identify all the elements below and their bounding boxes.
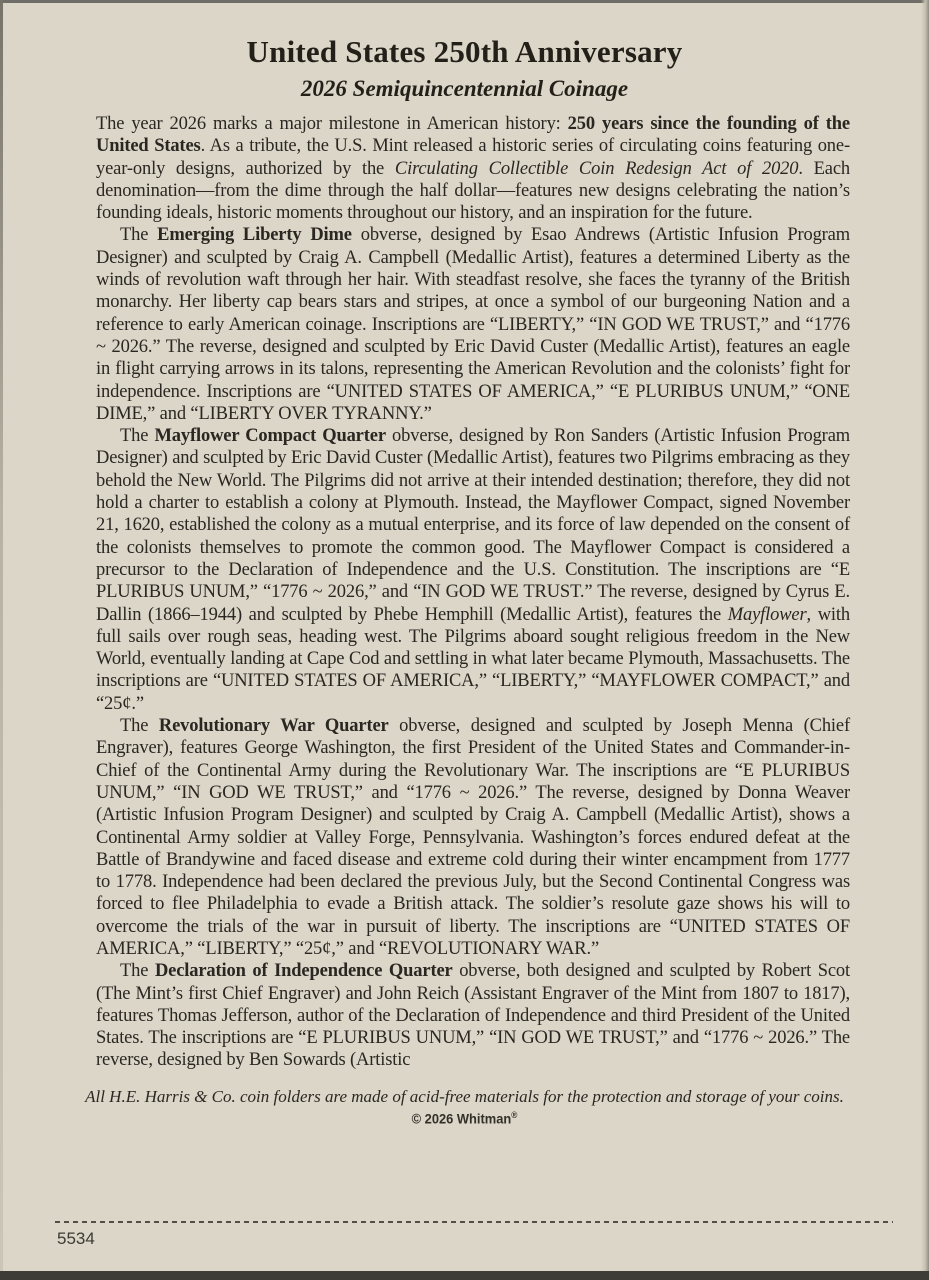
- paragraph-mayflower-compact-quarter: The Mayflower Compact Quarter obverse, designed by Ron Sanders (Artistic Infusion Program Designer) and sculpted by Eric David Custer (Medallic Artist), features two Pilgrims embracing as they behold the New World. The Pilgrims did not arrive at their intended destination; therefore, they did not hold a charter to establish a colony at Plymouth. Instead, the Mayflower Compact, signed November 21, 1620, established the colony as a mutual enterprise, and its force of law depended on the consent of the colonists themselves to promote the common good. The Mayflower Compact is considered a precursor to the Declaration of Independence and the U.S. Constitution. The inscriptions are “E PLURIBUS UNUM,” “1776 ~ 2026,” and “IN GOD WE TRUST.” The reverse, designed by Cyrus E. Dallin (1866–1944) and sculpted by Phebe Hemphill (Medallic Artist), features the Mayflower, with full sails over rough seas, heading west. The Pilgrims aboard sought religious freedom in the New World, eventually landing at Cape Cod and settling in what later became Plymouth, Massachusetts. The inscriptions are “UNITED STATES OF AMERICA,” “LIBERTY,” “MAYFLOWER COMPACT,” and “25¢.”: [96, 426, 850, 714]
- scan-edge-top: [0, 0, 929, 3]
- paragraph-declaration-of-independence-quarter: The Declaration of Independence Quarter obverse, both designed and sculpted by Robert Scot (The Mint’s first Chief Engraver) and John Reich (Assistant Engraver of the Mint from 1807 to 1817), features Thomas Jefferson, author of the Declaration of Independence and third President of the United States. The inscriptions are “E PLURIBUS UNUM,” “IN GOD WE TRUST,” and “1776 ~ 2026.” The reverse, designed by Ben Sowards (Artistic: [96, 961, 850, 1071]
- scan-edge-bottom: [0, 1271, 929, 1280]
- scan-edge-left: [0, 0, 3, 1280]
- footer-note: All H.E. Harris & Co. coin folders are made of acid-free materials for the protection and storage of your coins.: [85, 1086, 844, 1106]
- part-number: 5534: [57, 1229, 95, 1248]
- copyright-text: © 2026 Whitman: [411, 1110, 512, 1127]
- scan-edge-right: [921, 0, 929, 1271]
- cut-line: [55, 1221, 893, 1223]
- body-text: [96, 113, 850, 1072]
- paragraph-emerging-liberty-dime: The Emerging Liberty Dime obverse, designed by Esao Andrews (Artistic Infusion Program Designer) and sculpted by Craig A. Campbell (Medallic Artist), features a determined Liberty as the winds of revolution waft through her hair. With steadfast resolve, she faces the tyranny of the British monarchy. Her liberty cap bears stars and stripes, at once a symbol of our burgeoning Nation and a reference to early American coinage. Inscriptions are “LIBERTY,” “IN GOD WE TRUST,” and “1776 ~ 2026.” The reverse, designed and sculpted by Eric David Custer (Medallic Artist), features an eagle in flight carrying arrows in its talons, representing the American Revolution and the colonists’ fight for independence. Inscriptions are “UNITED STATES OF AMERICA,” “E PLURIBUS UNUM,” “ONE DIME,” and “LIBERTY OVER TYRANNY.”: [96, 225, 850, 424]
- copyright-line: [37, 1110, 892, 1127]
- registered-trademark-symbol: ®: [511, 1109, 518, 1120]
- paragraph-intro: The year 2026 marks a major milestone in American history: 250 years since the founding of the United States. As a tribute, the U.S. Mint released a historic series of circulating coins featuring one-year-only designs, authorized by the Circulating Collectible Coin Redesign Act of 2020. Each denomination—from the dime through the half dollar—features new designs celebrating the nation’s founding ideals, historic moments throughout our history, and an inspiration for the future.: [96, 114, 850, 224]
- page-subtitle: 2026 Semiquincentennial Coinage: [300, 76, 629, 101]
- page-title: United States 250th Anniversary: [246, 34, 683, 69]
- paragraph-revolutionary-war-quarter: The Revolutionary War Quarter obverse, designed and sculpted by Joseph Menna (Chief Engraver), features George Washington, the first President of the United States and Commander-in-Chief of the Continental Army during the Revolutionary War. The inscriptions are “E PLURIBUS UNUM,” “IN GOD WE TRUST,” and “1776 ~ 2026.” The reverse, designed by Donna Weaver (Artistic Infusion Program Designer) and sculpted by Craig A. Campbell (Medallic Artist), shows a Continental Army soldier at Valley Forge, Pennsylvania. Washington’s forces endured defeat at the Battle of Brandywine and faced disease and extreme cold during their winter encampment from 1777 to 1778. Independence had been declared the previous July, but the Second Continental Congress was forced to flee Philadelphia to evade a British attack. The soldier’s resolute gaze shows his will to overcome the trials of the war in pursuit of liberty. The inscriptions are “UNITED STATES OF AMERICA,” “LIBERTY,” “25¢,” and “REVOLUTIONARY WAR.”: [96, 716, 850, 959]
